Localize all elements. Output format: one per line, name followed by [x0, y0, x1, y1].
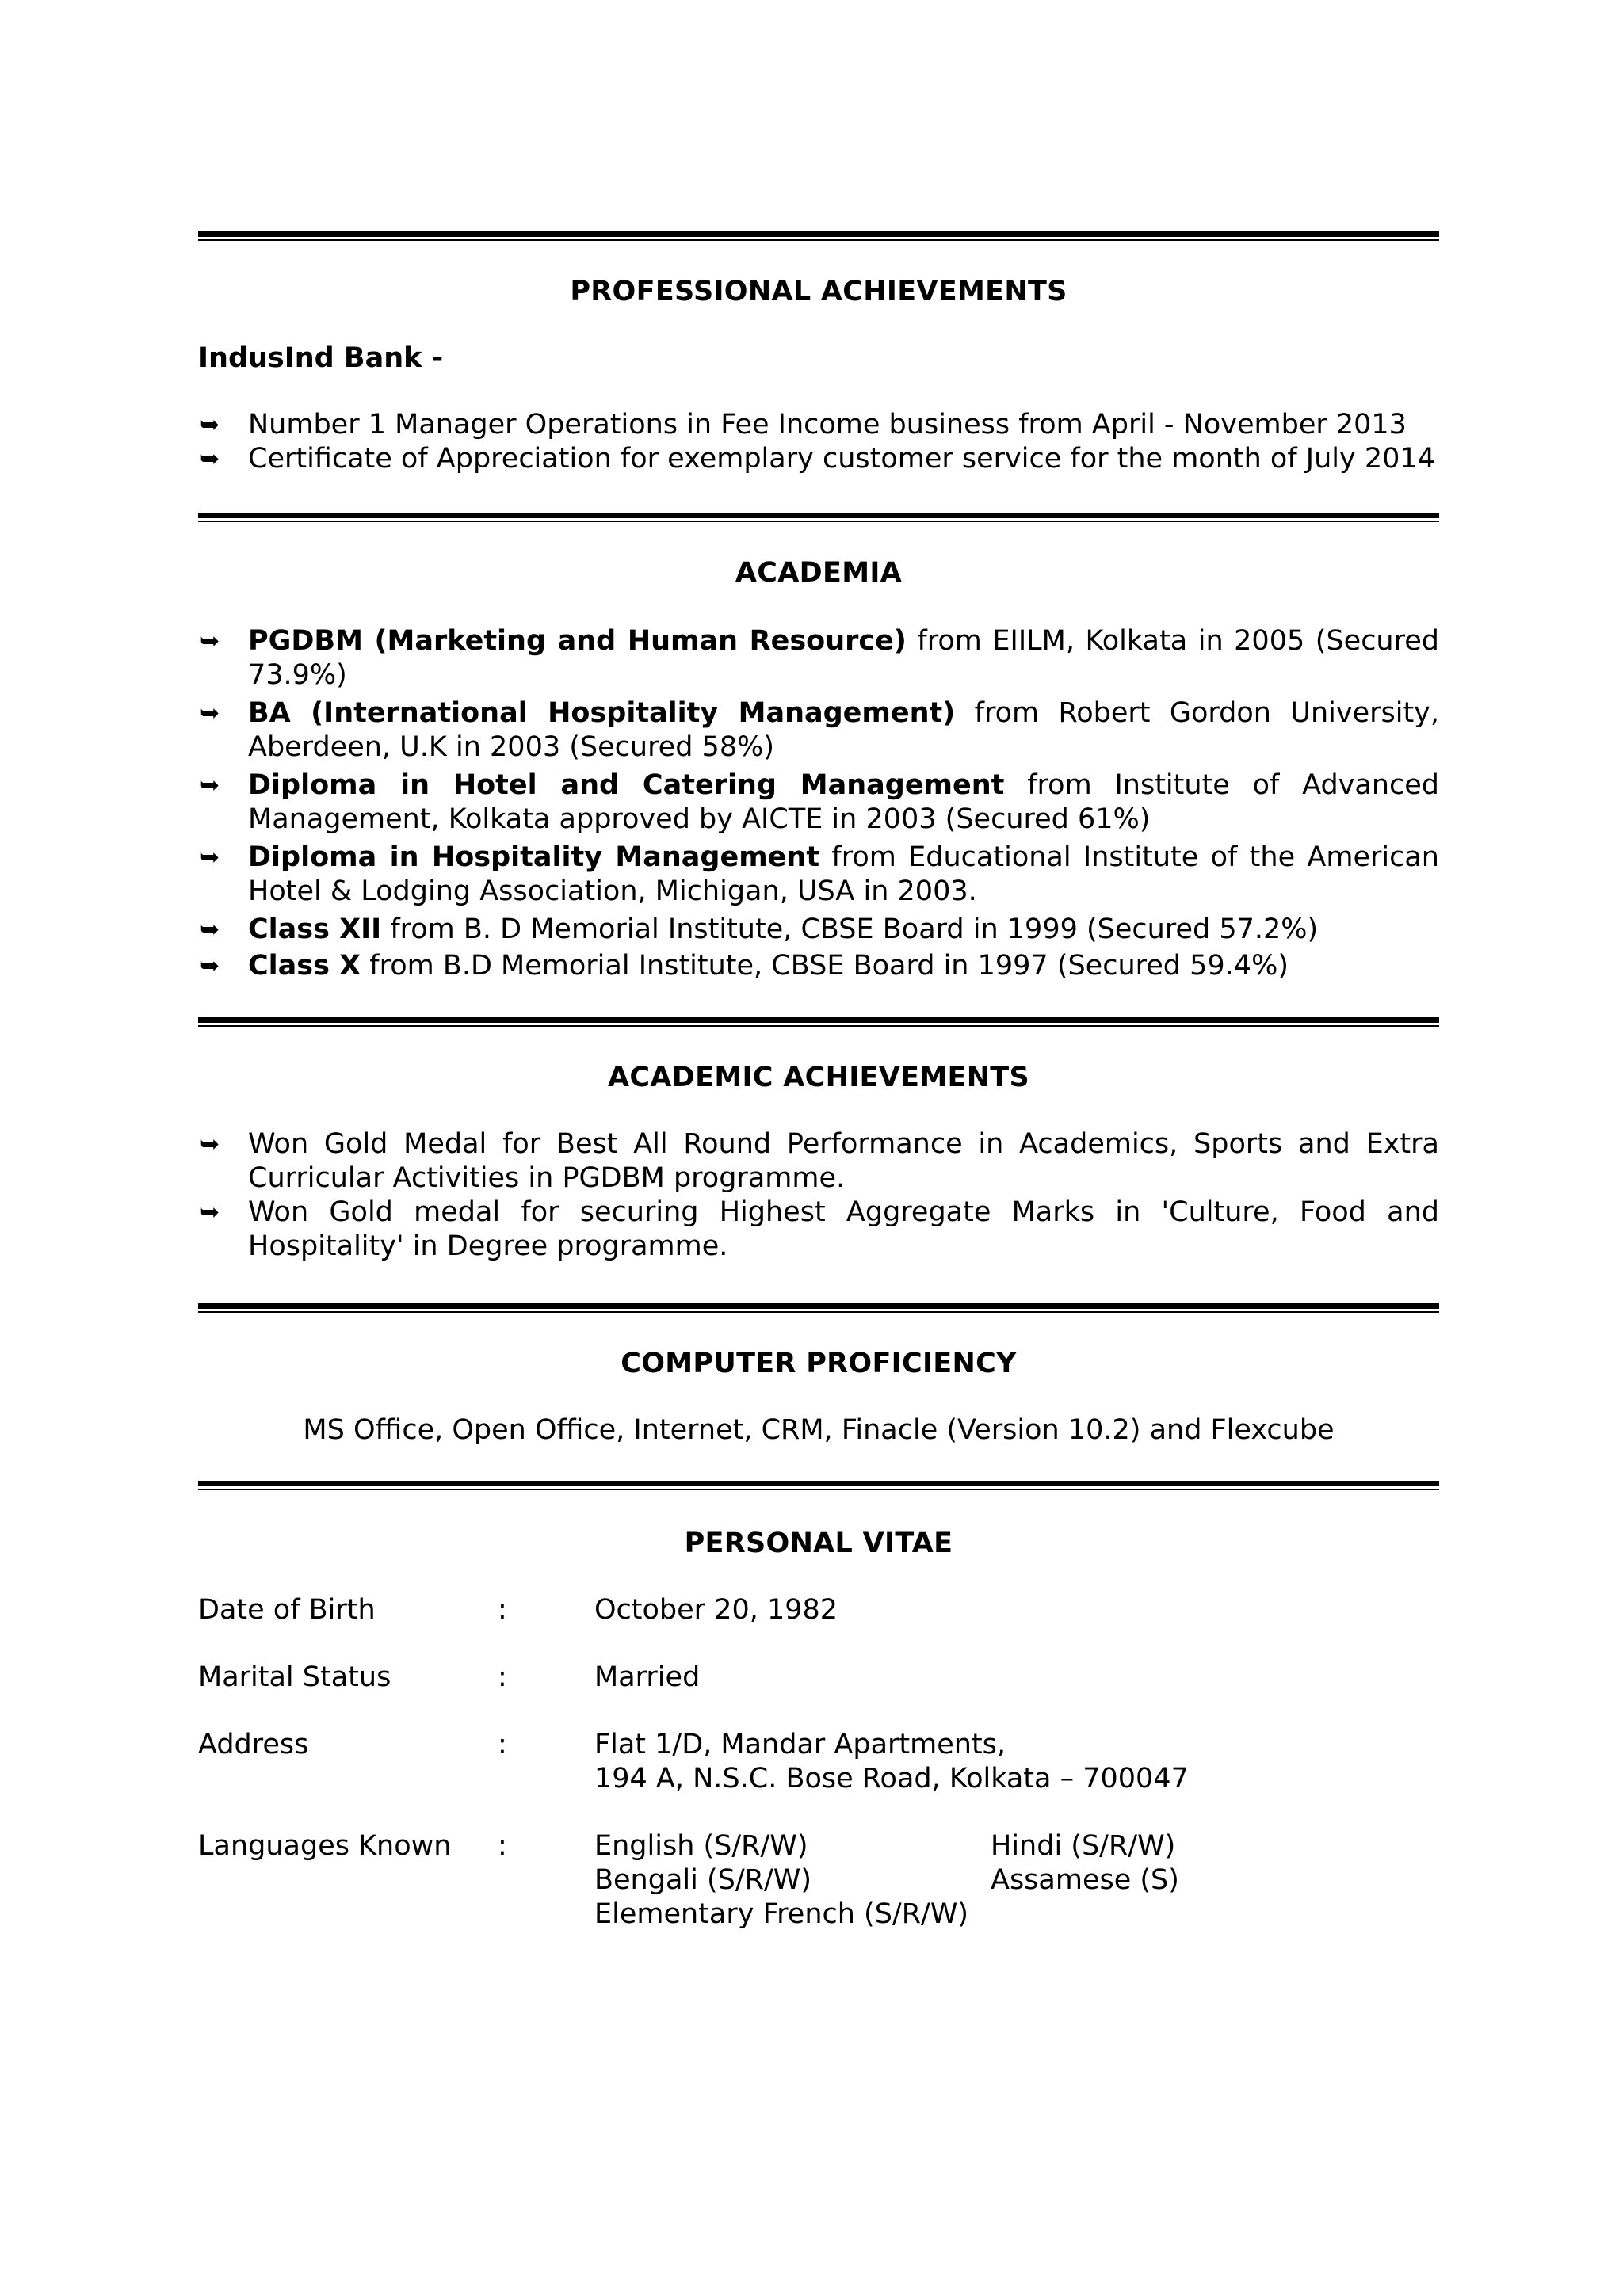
address-line-1: Flat 1/D, Mandar Apartments,	[594, 1729, 1006, 1760]
address-line-2: 194 A, N.S.C. Bose Road, Kolkata – 700047	[594, 1763, 1189, 1794]
dob-label: Date of Birth	[198, 1594, 376, 1626]
languages-value	[594, 1829, 1439, 1932]
academic-achievements-list	[198, 1127, 1439, 1264]
languages-row	[198, 1829, 1439, 1932]
arrow-bullet-icon: ➥	[200, 916, 220, 944]
arrow-bullet-icon: ➥	[200, 445, 220, 473]
list-item: ➥ PGDBM (Marketing and Human Resource) from EIILM, Kolkata in 2005 (Secured 73.9%)	[200, 625, 1439, 691]
academia-list	[198, 624, 1439, 983]
colon: :	[498, 1830, 507, 1862]
arrow-bullet-icon: ➥	[200, 1199, 220, 1226]
section-divider	[198, 513, 1439, 522]
colon: :	[498, 1594, 507, 1626]
arrow-bullet-icon: ➥	[200, 627, 220, 655]
company-name: IndusInd Bank -	[198, 342, 444, 374]
marital-value: Married	[594, 1661, 701, 1693]
language-hindi: Hindi (S/R/W)	[991, 1830, 1176, 1862]
personal-vitae-heading: PERSONAL VITAE	[684, 1527, 953, 1559]
academia-heading: ACADEMIA	[735, 557, 903, 589]
address-value	[594, 1728, 1439, 1796]
list-item: ➥ Diploma in Hospitality Management from Educational Institute of the American Hotel & Lodging Association, Michigan, USA in 2003.	[200, 841, 1439, 907]
list-item: ➥ Won Gold medal for securing Highest Aggregate Marks in 'Culture, Food and Hospitality' in Degree programme.	[200, 1196, 1439, 1262]
computer-skills-text: MS Office, Open Office, Internet, CRM, Finacle (Version 10.2) and Flexcube	[303, 1414, 1335, 1446]
list-item: ➥ Number 1 Manager Operations in Fee Income business from April - November 2013	[200, 409, 1407, 441]
colon: :	[498, 1661, 507, 1693]
languages-label: Languages Known	[198, 1830, 452, 1862]
section-divider	[198, 231, 1439, 241]
list-item: ➥ Class XII from B. D Memorial Institute, CBSE Board in 1999 (Secured 57.2%)	[200, 913, 1319, 945]
list-item: ➥ BA (International Hospitality Management) from Robert Gordon University, Aberdeen, U.K in 2003 (Secured 58%)	[200, 697, 1440, 763]
section-divider	[198, 1481, 1439, 1490]
section-divider	[198, 1017, 1439, 1027]
dob-value: October 20, 1982	[594, 1594, 838, 1626]
arrow-bullet-icon: ➥	[200, 772, 220, 799]
address-label: Address	[198, 1729, 309, 1760]
arrow-bullet-icon: ➥	[200, 952, 220, 980]
language-assamese: Assamese (S)	[991, 1864, 1179, 1896]
arrow-bullet-icon: ➥	[200, 700, 220, 727]
list-item: ➥ Diploma in Hotel and Catering Management from Institute of Advanced Management, Kolkata approved by AICTE in 2003 (Secured 61%)	[200, 769, 1439, 835]
marital-row	[198, 1661, 1439, 1695]
professional-achievements-heading: PROFESSIONAL ACHIEVEMENTS	[570, 276, 1067, 307]
arrow-bullet-icon: ➥	[200, 844, 220, 871]
marital-label: Marital Status	[198, 1661, 391, 1693]
academic-achievements-heading: ACADEMIC ACHIEVEMENTS	[608, 1062, 1029, 1093]
list-item: ➥ Class X from B.D Memorial Institute, CBSE Board in 1997 (Secured 59.4%)	[200, 950, 1289, 982]
list-item: ➥ Won Gold Medal for Best All Round Performance in Academics, Sports and Extra Curricular Activities in PGDBM programme.	[200, 1128, 1439, 1194]
dob-row	[198, 1593, 1439, 1627]
arrow-bullet-icon: ➥	[200, 1131, 220, 1158]
address-row	[198, 1728, 1439, 1796]
language-bengali: Bengali (S/R/W)	[594, 1864, 812, 1896]
arrow-bullet-icon: ➥	[200, 411, 220, 439]
colon: :	[498, 1729, 507, 1760]
language-french: Elementary French (S/R/W)	[594, 1898, 969, 1930]
language-english: English (S/R/W)	[594, 1830, 808, 1862]
professional-list	[198, 408, 1439, 476]
resume-page	[198, 231, 1439, 1932]
list-item: ➥ Certificate of Appreciation for exemplary customer service for the month of July 2014	[200, 443, 1435, 475]
computer-proficiency-heading: COMPUTER PROFICIENCY	[621, 1348, 1017, 1379]
section-divider	[198, 1303, 1439, 1313]
